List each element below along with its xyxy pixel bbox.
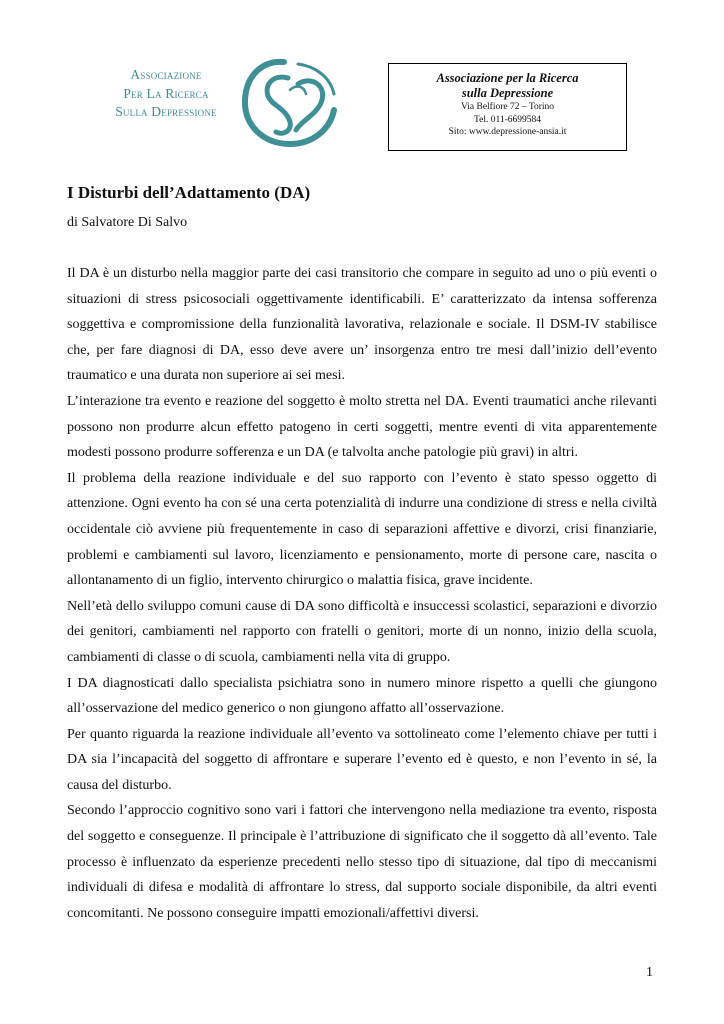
heart-swirl-logo-icon xyxy=(240,54,340,149)
body-paragraph: Secondo l’approccio cognitivo sono vari i fattori che intervengono nella mediazione tra evento, risposta del soggetto e conseguenze. Il principale è l’attribuzione di significato che il soggetto dà all’evento. Tale processo è influenzato da esperienze precedenti nello stesso tipo di situazione, dal tipo di meccanismi individuali di difesa e modalità di affrontare lo stress, dal supporto sociale disponibile, da altri eventi concomitanti. Ne possono conseguire impatti emozionali/affettivi diversi. xyxy=(67,803,657,921)
body-paragraph: I DA diagnosticati dallo specialista psichiatra sono in numero minore rispetto a quelli che giungono all’osservazione del medico generico o non giungono affatto all’osservazione. xyxy=(67,675,657,717)
info-box-address: Via Belfiore 72 – Torino xyxy=(460,102,555,112)
organization-name xyxy=(96,66,236,122)
body-paragraph: Nell’età dello sviluppo comuni cause di DA sono difficoltà e insuccessi scolastici, separazioni e divorzio dei genitori, cambiamenti nel rapporto con fratelli o genitori, morte di un nonno, inizio della scuola, cambiamenti di classe o di scuola, cambiamenti nella vita di gruppo. xyxy=(67,598,657,665)
info-box-phone: Tel. 011-6699584 xyxy=(473,114,542,125)
page-number: 1 xyxy=(646,965,653,980)
org-name-line: Per La Ricerca xyxy=(123,85,209,101)
document-author: di Salvatore Di Salvo xyxy=(67,215,188,230)
document-body xyxy=(67,261,657,926)
body-paragraph: Il DA è un disturbo nella maggior parte dei casi transitorio che compare in seguito ad uno o più eventi o situazioni di stress psicosociali oggettivamente identificabili. E’ caratterizzato da intensa sofferenza soggettiva e compromissione della funzionalità lavorativa, relazionale e sociale. Il DSM-IV stabilisce che, per fare diagnosi di DA, esso deve avere un’ insorgenza entro tre mesi dall’inizio dell’evento traumatico e una durata non superiore ai sei mesi. xyxy=(67,266,657,384)
body-paragraph: Il problema della reazione individuale e del suo rapporto con l’evento è stato spesso oggetto di attenzione. Ogni evento ha con sé una certa potenzialità di indurre una condizione di stress e nella civiltà occidentale ciò avviene più frequentemente in caso di separazioni affettive e divorzi, crisi finanziarie, problemi e cambiamenti sul lavoro, licenziamento e pensionamento, morte di persone care, nascita o allontanamento di un figlio, intervento chirurgico o malattia fisica, grave incidente. xyxy=(67,470,657,589)
org-name-line: Sulla Depressione xyxy=(115,104,217,119)
body-paragraph: L’interazione tra evento e reazione del soggetto è molto stretta nel DA. Eventi traumatici anche rilevanti possono non produrre alcun effetto patogeno in certi soggetti, mentre eventi di vita apparentemente modesti possono produrre sofferenza e un DA (e talvolta anche patologie più gravi) in altri. xyxy=(67,393,657,461)
info-box-title: Associazione per la Ricerca xyxy=(436,71,579,85)
info-box-website: Sito: www.depressione-ansia.it xyxy=(448,127,567,137)
org-name-line: Associazione xyxy=(130,67,202,82)
contact-info-box xyxy=(388,63,627,151)
body-paragraph: Per quanto riguarda la reazione individuale all’evento va sottolineato come l’elemento chiave per tutti i DA sia l’incapacità del soggetto di affrontare e superare l’evento ed è questo, e non l’evento in sé, la causa del disturbo. xyxy=(67,726,657,793)
page-header xyxy=(0,0,724,170)
document-title: I Disturbi dell’Adattamento (DA) xyxy=(67,183,311,202)
info-box-title: sulla Depressione xyxy=(461,86,554,100)
